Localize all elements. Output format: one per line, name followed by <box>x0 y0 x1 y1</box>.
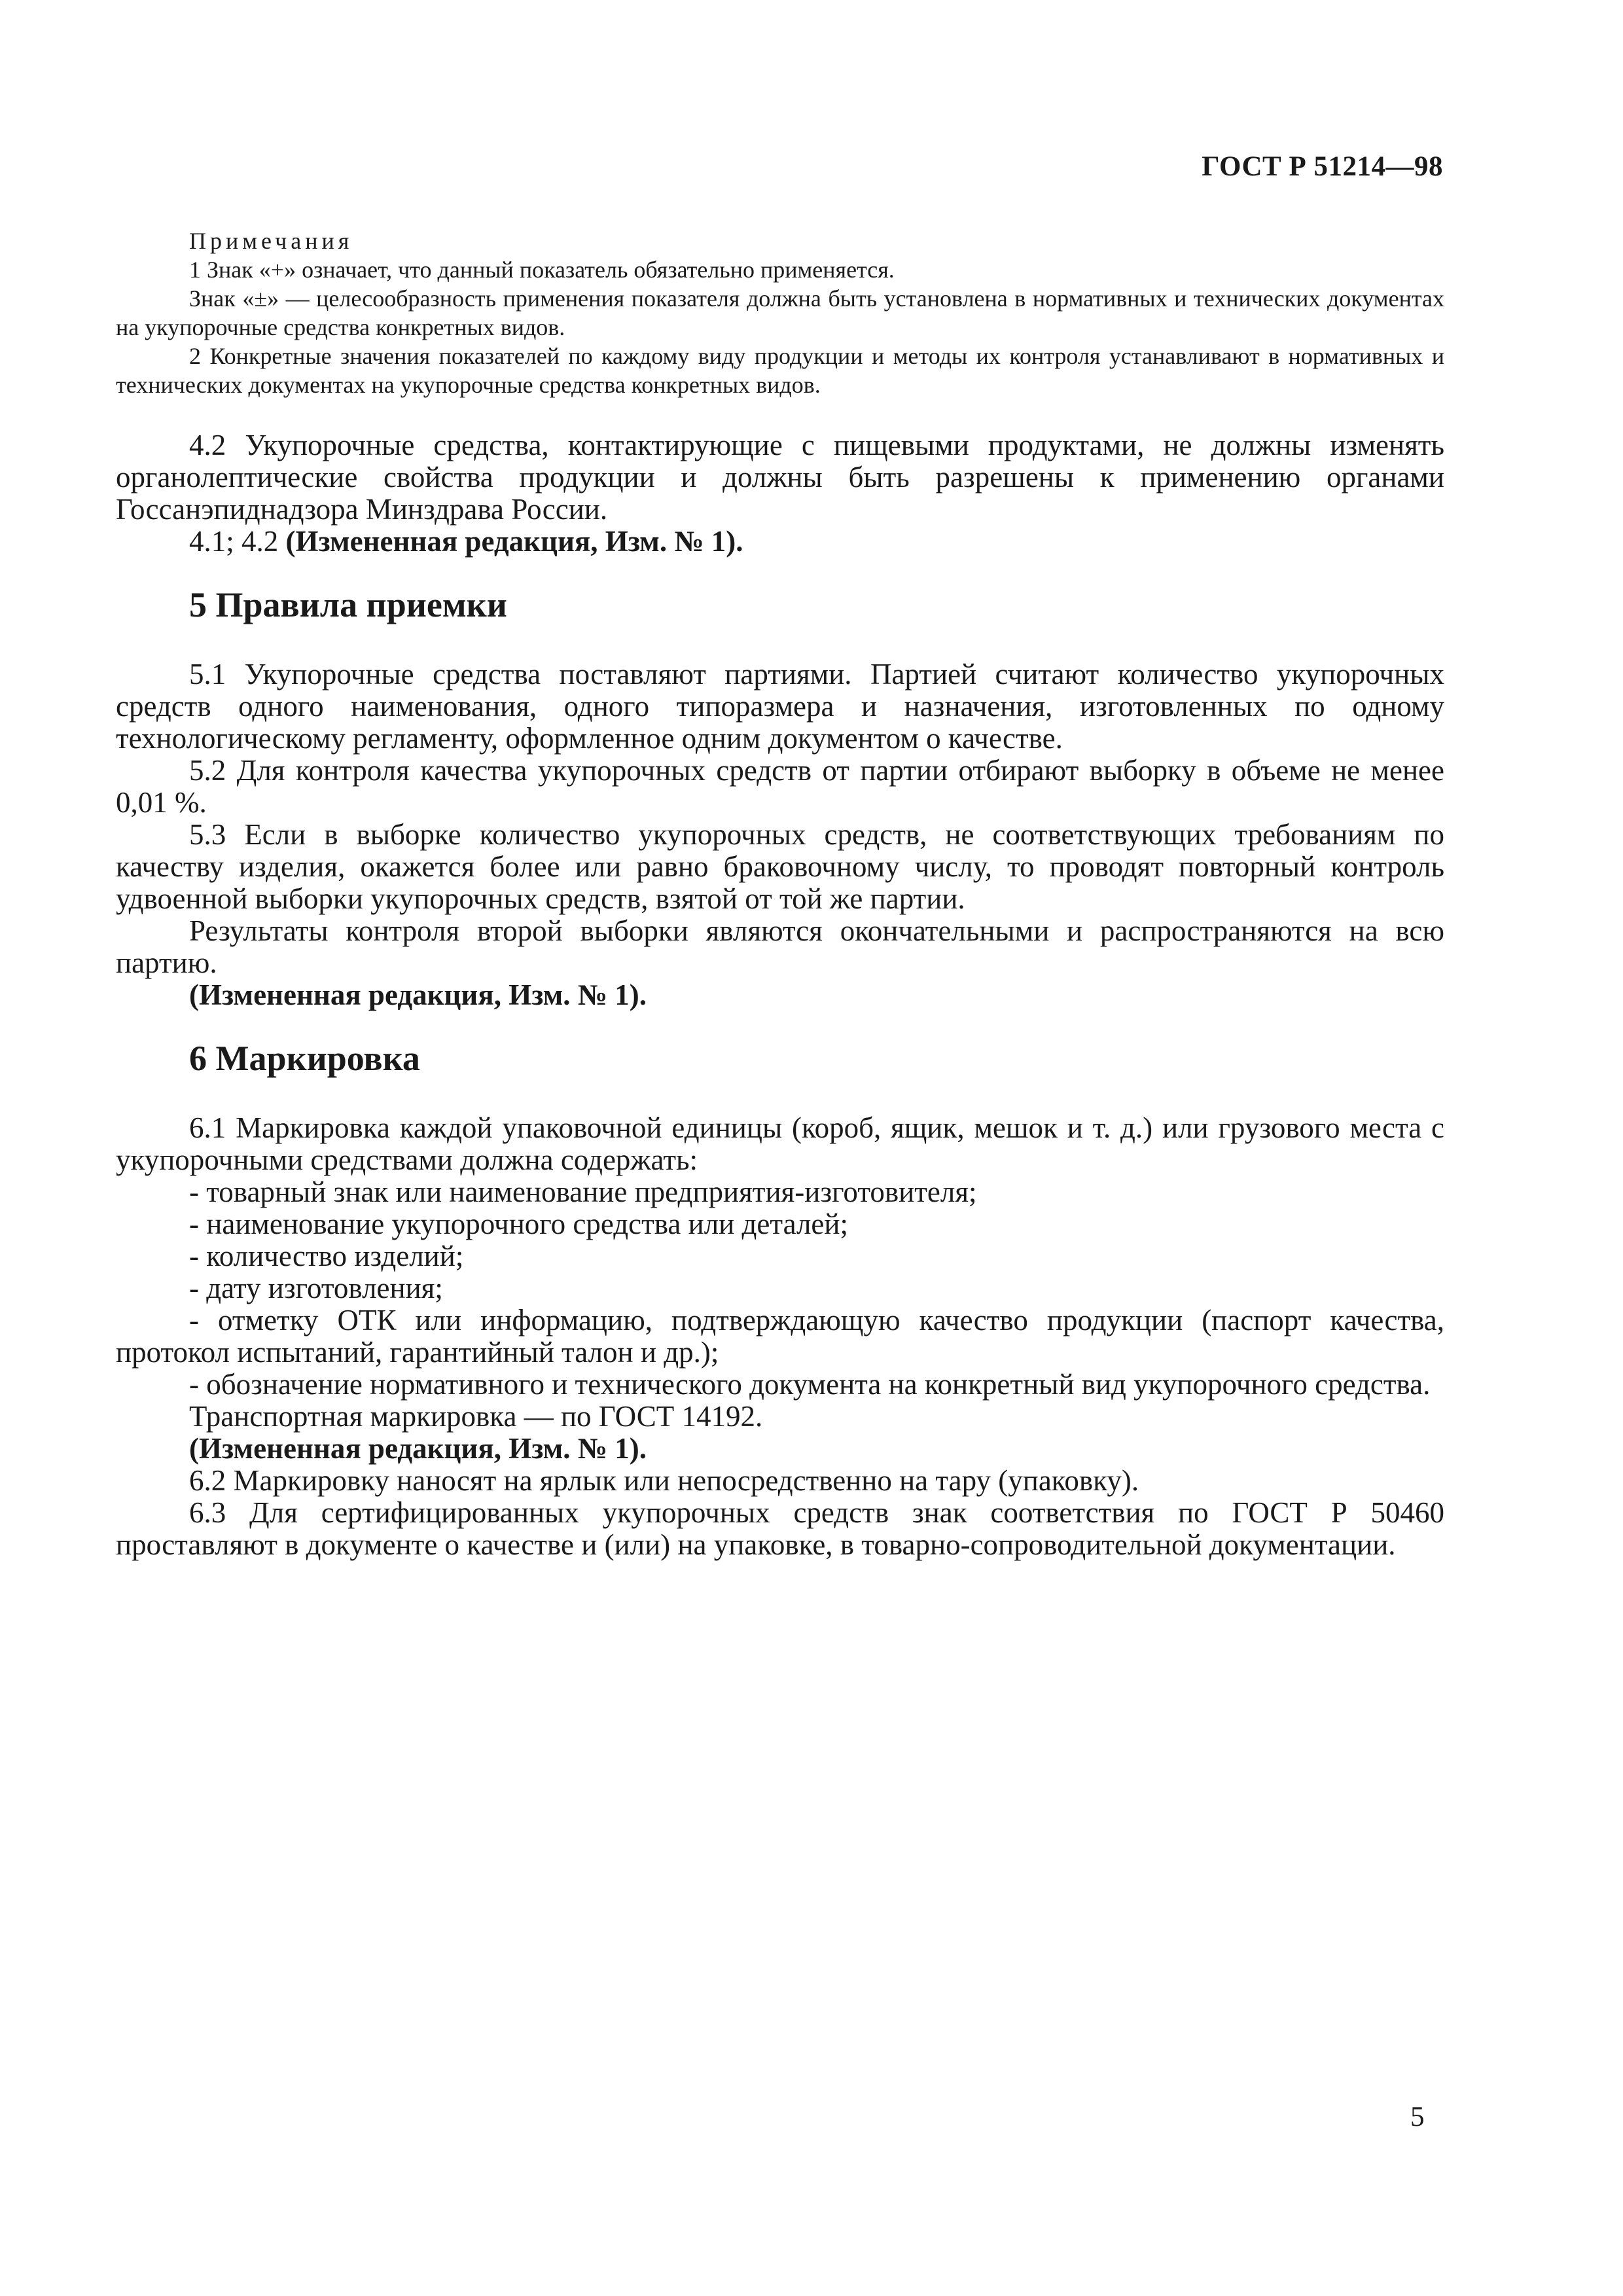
list-item: - дату изготовления; <box>189 1272 443 1304</box>
section-5-body <box>116 658 1444 1011</box>
notes-title: Примечания <box>189 228 353 254</box>
page-number: 5 <box>1410 2102 1425 2132</box>
clause-6-2: 6.2 Маркировку наносят на ярлык или непосредственно на тару (упаковку). <box>189 1464 1139 1497</box>
note-line: Знак «±» — целесообразность применения показателя должна быть установлена в нормативных и технических документах на укупорочные средства конкретных видов. <box>116 285 1444 340</box>
section-6-body <box>116 1112 1444 1561</box>
list-item: - отметку ОТК или информацию, подтверждающую качество продукции (паспорт качества, протокол испытаний, гарантийный талон и др.); <box>116 1304 1444 1369</box>
clause-5-2: 5.2 Для контроля качества укупорочных средств от партии отбирают выборку в объеме не менее 0,01 %. <box>116 754 1444 819</box>
page-body <box>116 226 1444 1561</box>
change-note-5: (Измененная редакция, Изм. № 1). <box>189 978 647 1011</box>
clause-6-1: 6.1 Маркировка каждой упаковочной единицы (короб, ящик, мешок и т. д.) или грузового места с укупорочными средствами должна содержать: <box>116 1111 1444 1176</box>
notes-block <box>116 226 1444 399</box>
clause-4-2-text: 4.2 Укупорочные средства, контактирующие с пищевыми продуктами, не должны изменять органолептические свойства продукции и должны быть разрешены к применению органами Госсанэпиднадзора Минздрава России. <box>116 429 1444 526</box>
list-item: - количество изделий; <box>189 1240 464 1272</box>
list-item: - товарный знак или наименование предприятия-изготовителя; <box>189 1175 977 1208</box>
section-5-heading: 5 Правила приемки <box>189 585 507 624</box>
document-designation: ГОСТ Р 51214—98 <box>1202 151 1443 182</box>
change-note-4 <box>116 526 1444 558</box>
clause-4-2 <box>116 429 1444 558</box>
clause-6-3: 6.3 Для сертифицированных укупорочных средств знак соответствия по ГОСТ Р 50460 проставляют в документе о качестве и (или) на упаковке, в товарно-сопроводительной документации. <box>116 1496 1444 1561</box>
list-item: - наименование укупорочного средства или деталей; <box>189 1208 848 1240</box>
clause-5-3-result: Результаты контроля второй выборки являются окончательными и распространяются на всю партию. <box>116 914 1444 979</box>
change-note-6: (Измененная редакция, Изм. № 1). <box>189 1432 647 1465</box>
list-item: - обозначение нормативного и технического документа на конкретный вид укупорочного средства. <box>189 1368 1431 1401</box>
section-6-heading: 6 Маркировка <box>189 1039 420 1078</box>
clause-5-3: 5.3 Если в выборке количество укупорочных средств, не соответствующих требованиям по качеству изделия, окажется более или равно браковочному числу, то проводят повторный контроль удвоенной выборки укупорочных средств, взятой от той же партии. <box>116 818 1444 915</box>
clause-5-1: 5.1 Укупорочные средства поставляют партиями. Партией считают количество укупорочных средств одного наименования, одного типоразмера и назначения, изготовленных по одному технологическому регламенту, оформленное одним документом о качестве. <box>116 658 1444 755</box>
note-line: 1 Знак «+» означает, что данный показатель обязательно применяется. <box>189 257 895 283</box>
change-note-prefix: 4.1; 4.2 <box>189 525 286 558</box>
transport-marking: Транспортная маркировка — по ГОСТ 14192. <box>189 1400 763 1433</box>
note-line: 2 Конкретные значения показателей по каждому виду продукции и методы их контроля устанавливают в нормативных и технических документах на укупорочные средства конкретных видов. <box>116 343 1444 398</box>
change-note-text: (Измененная редакция, Изм. № 1). <box>285 525 743 558</box>
